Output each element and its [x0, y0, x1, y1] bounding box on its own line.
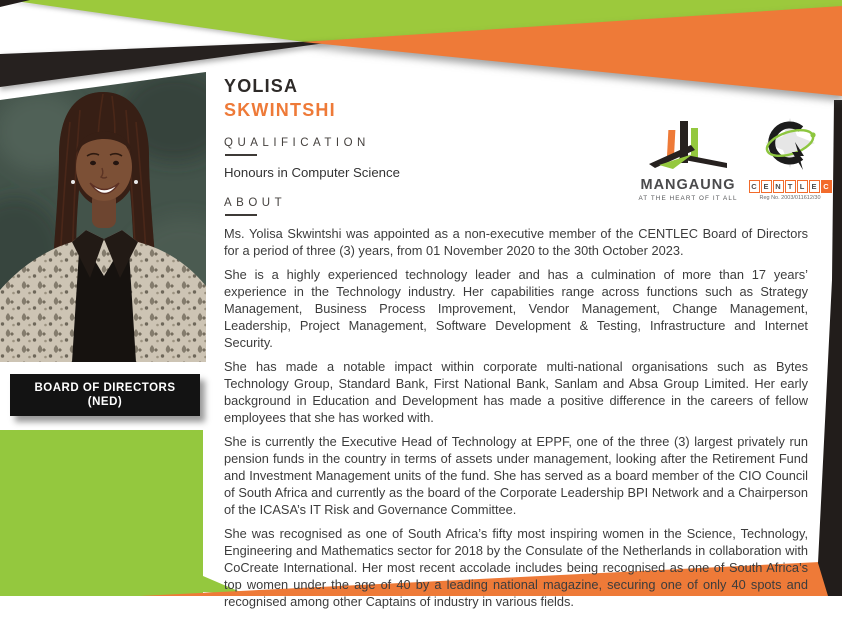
centlec-logo	[747, 116, 833, 201]
centlec-letter: E	[809, 180, 820, 193]
badge-line-1: BOARD OF DIRECTORS	[34, 382, 176, 394]
mangaung-logo-tagline: AT THE HEART OF IT ALL	[638, 195, 738, 202]
about-paragraph: She has made a notable impact within corporate multi-national organisations such as Bytes Technology Group, Standard Bank, First National Bank, Sanlam and Absa Group Limited. Her early background in Education and Development has made a positive difference in the careers of fellow employees that she has worked with.	[224, 359, 808, 425]
about-paragraph: Ms. Yolisa Skwintshi was appointed as a non-executive member of the CENTLEC Board of Directors for a period of three (3) years, from 01 November 2020 to the 30th October 2023.	[224, 226, 808, 258]
badge-line-2: (NED)	[87, 396, 123, 408]
mangaung-logo	[630, 118, 746, 202]
mangaung-logo-icon	[647, 118, 729, 170]
centlec-letter: T	[785, 180, 796, 193]
centlec-logo-icon	[757, 116, 823, 174]
qualification-rule	[225, 154, 257, 156]
centlec-letter: C	[749, 180, 760, 193]
centlec-letter: C	[821, 180, 832, 193]
centlec-letter: L	[797, 180, 808, 193]
centlec-letter: N	[773, 180, 784, 193]
qualification-heading: QUALIFICATION	[224, 137, 370, 149]
last-name-title: SKWINTSHI	[224, 100, 336, 120]
about-heading: ABOUT	[224, 197, 287, 209]
centlec-logo-name	[747, 180, 833, 193]
bottom-left-green-block	[0, 430, 203, 596]
qualification-value: Honours in Computer Science	[224, 165, 400, 180]
portrait-illustration	[0, 72, 206, 362]
about-paragraph: She was recognised as one of South Africa’s fifty most inspiring women in the Science, Technology, Engineering and Mathematics sector for 2018 by the Consulate of the Netherlands in collaboration with CoCreate International. Her most recent accolade includes being recognised as one of South Africa’s top women under the age of 40 by a leading national magazine, securing one of only 40 spots and recognised among other Captains of industry in various fields.	[224, 526, 808, 609]
centlec-letter: E	[761, 180, 772, 193]
centlec-reg-number: Reg No. 2003/011612/30	[759, 195, 821, 201]
about-paragraphs	[224, 225, 808, 610]
mangaung-logo-name: MANGAUNG	[640, 177, 736, 193]
about-paragraph: She is a highly experienced technology leader and has a culmination of more than 17 years’ experience in the Technology industry. Her capabilities range across functions such as Strategy Management, Business Process Improvement, Vendor Management, Change Management, Leadership, Project Management, Software Development & Testing, Infrastructure and Internet Security.	[224, 267, 808, 350]
about-paragraph: She is currently the Executive Head of Technology at EPPF, one of the three (3) largest privately run pension funds in the country in terms of assets under management, looking after the Retirement Fund and Investment Management units of the fund. She has served as a board member of the CIO Council of South Africa and currently as the board of the Corporate Leadership BPI Network and a Chairperson of the ICASA’s IT Risk and Governance Committee.	[224, 434, 808, 517]
board-of-directors-badge	[10, 374, 200, 416]
portrait-photo	[0, 72, 206, 362]
about-rule	[225, 214, 257, 216]
first-name-title: YOLISA	[224, 76, 299, 96]
top-left-corner-sliver	[0, 0, 30, 7]
